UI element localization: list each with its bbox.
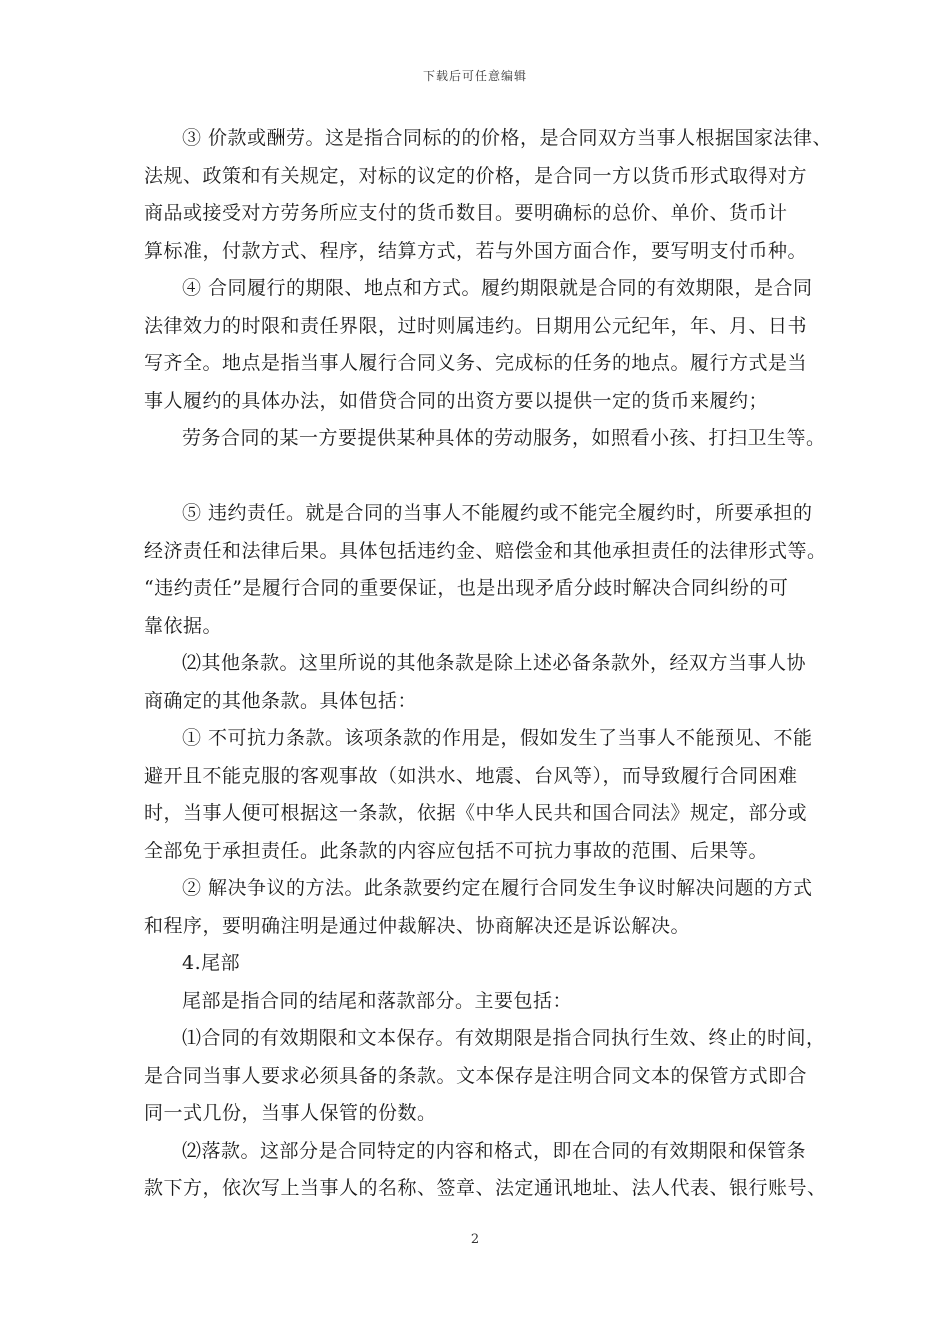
paragraph-line: ⑵其他条款。这里所说的其他条款是除上述必备条款外，经双方当事人协 — [182, 652, 807, 674]
paragraph-line: 避开且不能克服的客观事故（如洪水、地震、台风等），而导致履行合同困难 — [144, 764, 798, 787]
paragraph-line: 事人履约的具体办法，如借贷合同的出资方要以提供一定的货币来履约； — [144, 389, 769, 412]
paragraph-line: ⑵落款。这部分是合同特定的内容和格式，即在合同的有效期限和保管条 — [182, 1139, 807, 1162]
paragraph-line: 算标准，付款方式、程序，结算方式，若与外国方面合作，要写明支付币种。 — [144, 239, 808, 262]
paragraph-line: 同一式几份，当事人保管的份数。 — [144, 1102, 437, 1124]
paragraph-line: 劳务合同的某一方要提供某种具体的劳动服务，如照看小孩、打扫卫生等。 — [182, 427, 826, 449]
paragraph-line: 时，当事人便可根据这一条款，依据《中华人民共和国合同法》规定，部分或 — [144, 802, 808, 824]
paragraph-line: 款下方，依次写上当事人的名称、签章、法定通讯地址、法人代表、银行账号、 — [144, 1177, 827, 1199]
paragraph-line: 尾部是指合同的结尾和落款部分。主要包括： — [182, 989, 573, 1012]
paragraph-line: 商确定的其他条款。具体包括： — [144, 689, 418, 712]
paragraph-line: 法规、政策和有关规定，对标的议定的价格，是合同一方以货币形式取得对方 — [144, 164, 808, 187]
paragraph-line: 和程序，要明确注明是通过仲裁解决、协商解决还是诉讼解决。 — [144, 914, 691, 937]
paragraph-line: ⑴合同的有效期限和文本保存。有效期限是指合同执行生效、终止的时间， — [182, 1027, 826, 1049]
paragraph-line: ⑤ 违约责任。就是合同的当事人不能履约或不能完全履约时，所要承担的 — [182, 502, 813, 524]
paragraph-line: 是合同当事人要求必须具备的条款。文本保存是注明合同文本的保管方式即合 — [144, 1064, 808, 1087]
paragraph-line: 法律效力的时限和责任界限，过时则属违约。日期用公元纪年，年、月、日书 — [144, 314, 808, 337]
paragraph-line: ① 不可抗力条款。该项条款的作用是，假如发生了当事人不能预见、不能 — [182, 727, 813, 749]
blank-line — [144, 458, 832, 496]
page-header: 下载后可任意编辑 — [422, 69, 527, 83]
document-body — [144, 120, 832, 1208]
paragraph-line: ③ 价款或酬劳。这是指合同标的的价格，是合同双方当事人根据国家法律、 — [182, 127, 833, 149]
section-heading: 4.尾部 — [182, 952, 241, 974]
paragraph-line: 商品或接受对方劳务所应支付的货币数目。要明确标的总价、单价、货币计 — [144, 202, 788, 224]
paragraph-line: 经济责任和法律后果。具体包括违约金、赔偿金和其他承担责任的法律形式等。 — [144, 539, 827, 562]
paragraph-line: 写齐全。地点是指当事人履行合同义务、完成标的任务的地点。履行方式是当 — [144, 352, 808, 374]
paragraph-line: ② 解决争议的方法。此条款要约定在履行合同发生争议时解决问题的方式 — [182, 877, 813, 899]
page-number: 2 — [470, 1232, 480, 1247]
paragraph-line: 全部免于承担责任。此条款的内容应包括不可抗力事故的范围、后果等。 — [144, 839, 769, 862]
paragraph-line: ④ 合同履行的期限、地点和方式。履约期限就是合同的有效期限，是合同 — [182, 277, 813, 299]
paragraph-line: 靠依据。 — [144, 614, 223, 637]
paragraph-line: “违约责任”是履行合同的重要保证，也是出现矛盾分歧时解决合同纠纷的可 — [144, 577, 789, 599]
